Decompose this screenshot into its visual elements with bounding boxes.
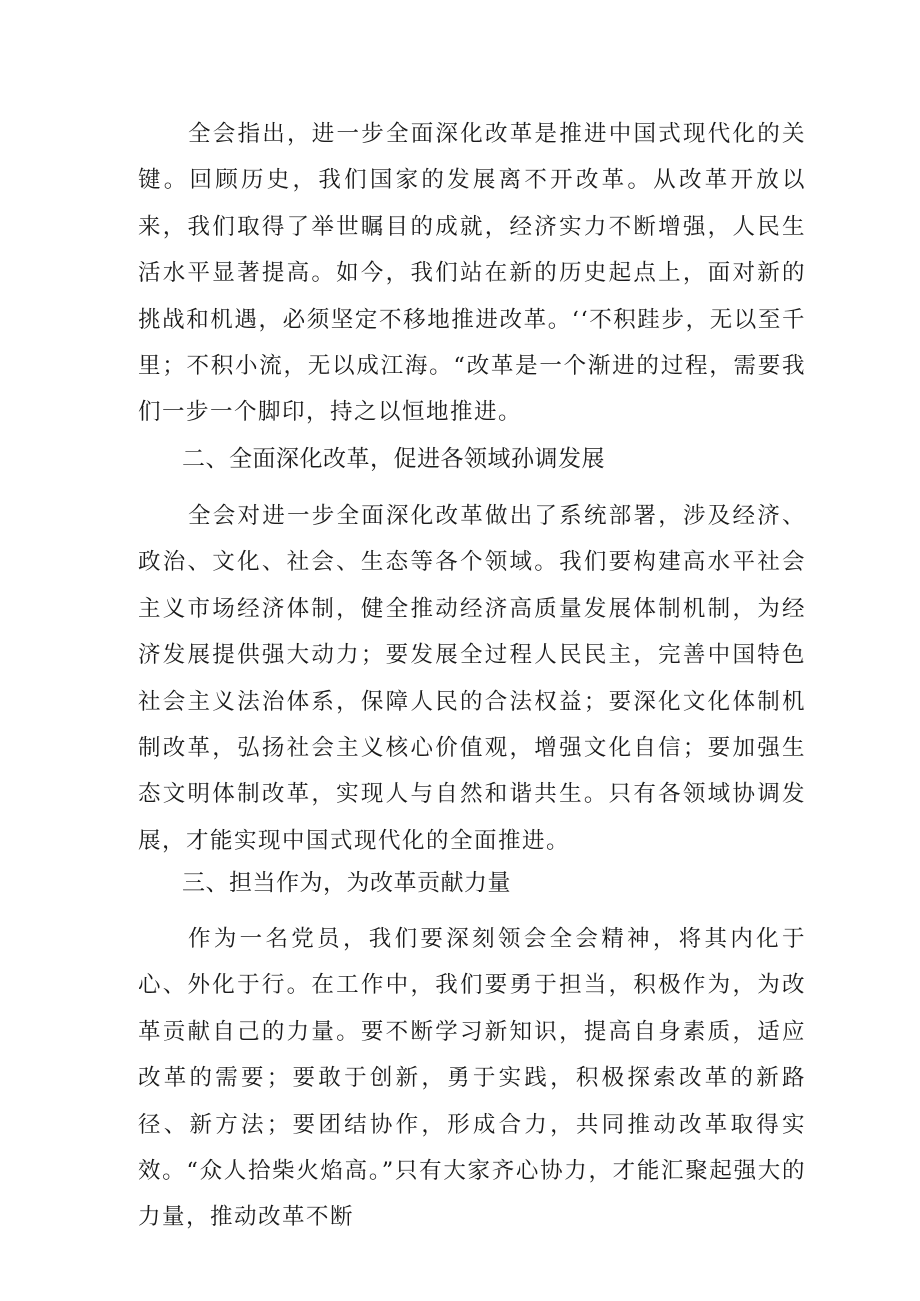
body-paragraph-coordinated-development: 全会对进一步全面深化改革做出了系统部署，涉及经济、政治、文化、社会、生态等各个领域。我们要构建高水平社会主义市场经济体制，健全推动经济高质量发展体制机制，为经济发展提供强大动力；要发展全过程人民民主，完善中国特色社会主义法治体系，保障人民的合法权益；要深化文化体制机制改革，弘扬社会主义核心价值观，增强文化自信；要加强生态文明体制改革，实现人与自然和谐共生。只有各领域协调发展，才能实现中国式现代化的全面推进。	[138, 503, 806, 854]
section-heading-two: 二、全面深化改革，促进各领域孙调发展	[182, 446, 605, 472]
section-heading-three: 三、担当作为，为改革贡献力量	[182, 870, 511, 896]
body-paragraph-take-responsibility: 作为一名党员，我们要深刻领会全会精神，将其内化于心、外化于行。在工作中，我们要勇于担当，积极作为，为改革贡献自己的力量。要不断学习新知识，提高自身素质，适应改革的需要；要敢于创新，勇于实践，积极探索改革的新路径、新方法；要团结协作，形成合力，共同推动改革取得实效。“众人拾柴火焰高。”只有大家齐心协力，才能汇聚起强大的力量，推动改革不断	[138, 926, 806, 1231]
body-paragraph-reform-key: 全会指出，进一步全面深化改革是推进中国式现代化的关键。回顾历史，我们国家的发展离不开改革。从改革开放以来，我们取得了举世瞩目的成就，经济实力不断增强，人民生活水平显著提高。如今，我们站在新的历史起点上，面对新的挑战和机遇，必须坚定不移地推进改革。‘‘不积跬步，无以至千里；不积小流，无以成江海。“改革是一个渐进的过程，需要我们一步一个脚印，持之以恒地推进。	[138, 121, 806, 426]
